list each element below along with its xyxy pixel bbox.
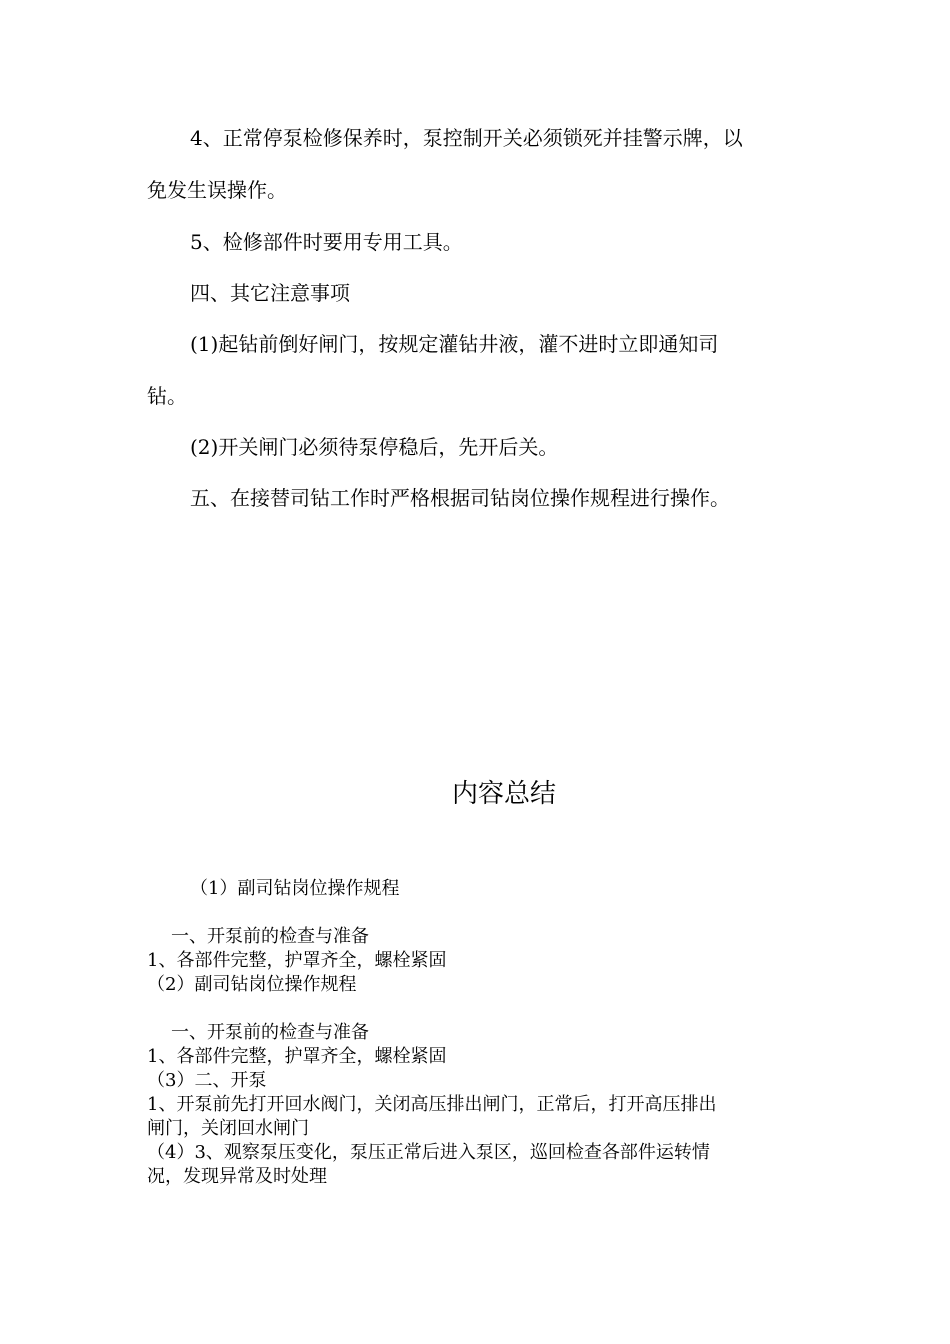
paragraph-line: 五、在接替司钻工作时严格根据司钻岗位操作规程进行操作。 [190, 486, 730, 510]
summary-line: 1、各部件完整，护罩齐全，螺栓紧固 [147, 1046, 447, 1067]
summary-line: （3）二、开泵 [147, 1070, 267, 1091]
paragraph-line: 钻。 [147, 384, 187, 408]
paragraph-line: (1)起钻前倒好闸门，按规定灌钻井液，灌不进时立即通知司 [190, 332, 719, 356]
summary-line: 一、开泵前的检查与准备 [171, 926, 369, 947]
summary-line: 况，发现异常及时处理 [147, 1166, 327, 1187]
paragraph-line: 免发生误操作。 [147, 178, 287, 202]
summary-line: 闸门，关闭回水闸门 [147, 1118, 309, 1139]
summary-line: 1、各部件完整，护罩齐全，螺栓紧固 [147, 950, 447, 971]
summary-title: 内容总结 [451, 779, 556, 809]
summary-line: 一、开泵前的检查与准备 [171, 1022, 369, 1043]
paragraph-line: 5、检修部件时要用专用工具。 [190, 230, 463, 254]
summary-line: （4）3、观察泵压变化，泵压正常后进入泵区，巡回检查各部件运转情 [147, 1142, 710, 1163]
summary-line: 1、开泵前先打开回水阀门，关闭高压排出闸门，正常后，打开高压排出 [147, 1094, 717, 1115]
summary-line: （2）副司钻岗位操作规程 [147, 974, 357, 995]
paragraph-line: (2)开关闸门必须待泵停稳后，先开后关。 [190, 435, 559, 459]
summary-line: （1）副司钻岗位操作规程 [190, 878, 400, 899]
section-heading: 四、其它注意事项 [190, 281, 350, 305]
paragraph-line: 4、正常停泵检修保养时，泵控制开关必须锁死并挂警示牌，以 [190, 126, 743, 150]
